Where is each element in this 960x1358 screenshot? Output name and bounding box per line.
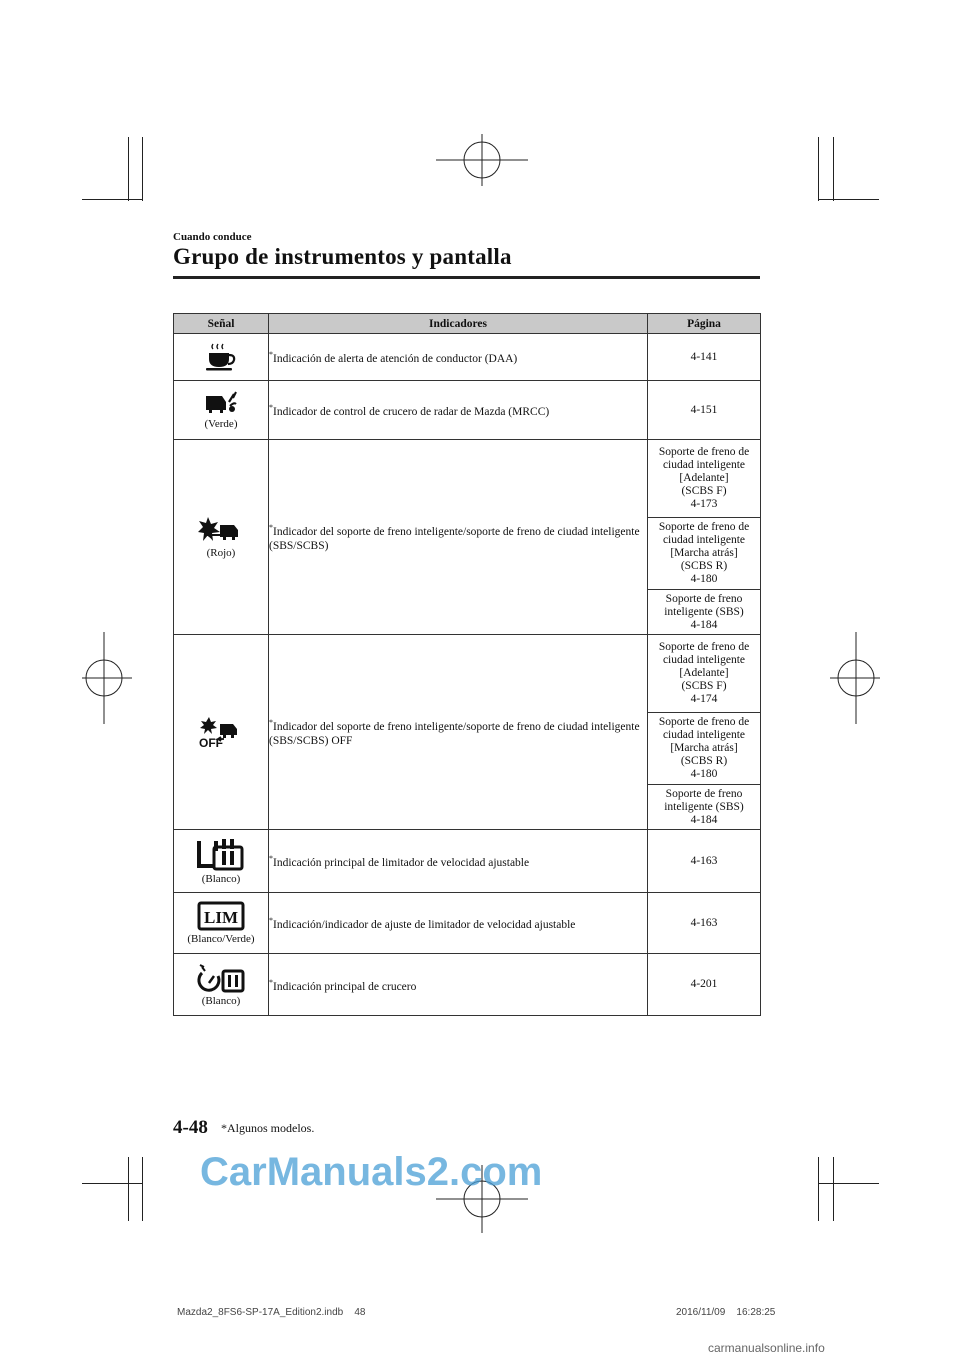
registration-target-top-icon <box>436 134 528 186</box>
table-row <box>174 830 761 893</box>
header-page: Página <box>648 314 761 334</box>
page-cell: Soporte de freno de ciudad inteligente [Adelante] (SCBS F) 4-174 <box>648 635 761 713</box>
page-cell: Soporte de freno inteligente (SBS) 4-184 <box>648 785 761 830</box>
table-header-row <box>174 314 761 334</box>
page-number: 4-48 <box>173 1117 208 1138</box>
brake-support-off-icon <box>198 715 244 749</box>
page-title: Grupo de instrumentos y pantalla <box>173 244 512 269</box>
speed-limiter-main-icon <box>196 837 246 871</box>
indicator-text: Indicador del soporte de freno inteligente/soporte de freno de ciudad inteligente (SBS/SCBS) OFF <box>269 720 640 747</box>
signal-caption: (Rojo) <box>206 547 236 559</box>
indicator-cell: *Indicador del soporte de freno inteligente/soporte de freno de ciudad inteligente (SBS/SCBS) <box>269 440 648 635</box>
page-cell: 4-163 <box>648 893 761 954</box>
svg-text:OFF: OFF <box>199 736 223 749</box>
file-info: Mazda2_8FS6-SP-17A_Edition2.indb 48 <box>177 1307 366 1318</box>
signal-cell <box>174 954 269 1016</box>
signal-cell <box>174 635 269 830</box>
registration-target-left-icon <box>82 632 132 724</box>
date-stamp: 2016/11/09 16:28:25 <box>676 1307 776 1318</box>
lim-icon <box>197 901 245 931</box>
indicator-text: Indicación de alerta de atención de conductor (DAA) <box>273 352 518 365</box>
cruise-main-icon <box>196 963 246 993</box>
indicator-text: Indicación principal de limitador de velocidad ajustable <box>273 856 530 869</box>
table-row <box>174 893 761 954</box>
watermark-carmanuals: CarManuals2.com <box>200 1150 543 1194</box>
radar-cruise-icon <box>202 390 240 416</box>
page-cell: Soporte de freno de ciudad inteligente [Adelante] (SCBS F) 4-173 <box>648 440 761 518</box>
section-label: Cuando conduce <box>173 231 252 243</box>
registration-target-right-icon <box>830 632 880 724</box>
coffee-cup-icon <box>204 342 238 372</box>
indicator-table <box>173 313 761 1016</box>
brake-support-icon <box>198 515 244 545</box>
page-cell: 4-151 <box>648 381 761 440</box>
page-cell: 4-163 <box>648 830 761 893</box>
page-cell: Soporte de freno de ciudad inteligente [Marcha atrás] (SCBS R) 4-180 <box>648 518 761 590</box>
indicator-cell: *Indicador del soporte de freno inteligente/soporte de freno de ciudad inteligente (SBS/SCBS) OFF <box>269 635 648 830</box>
table-row <box>174 635 761 713</box>
signal-caption: (Blanco) <box>201 873 241 885</box>
table-row <box>174 954 761 1016</box>
table-row <box>174 440 761 518</box>
indicator-cell: *Indicación principal de limitador de velocidad ajustable <box>269 830 648 893</box>
indicator-cell: *Indicación de alerta de atención de conductor (DAA) <box>269 334 648 381</box>
page-cell: 4-201 <box>648 954 761 1016</box>
indicator-cell: *Indicación principal de crucero <box>269 954 648 1016</box>
indicator-cell: *Indicador de control de crucero de radar de Mazda (MRCC) <box>269 381 648 440</box>
indicator-text: Indicador de control de crucero de radar de Mazda (MRCC) <box>273 405 550 418</box>
indicator-text: Indicación/indicador de ajuste de limitador de velocidad ajustable <box>273 918 576 931</box>
signal-caption: (Blanco/Verde) <box>187 933 255 945</box>
signal-cell <box>174 830 269 893</box>
svg-text:LIM: LIM <box>204 908 238 927</box>
signal-cell <box>174 381 269 440</box>
indicator-cell: *Indicación/indicador de ajuste de limitador de velocidad ajustable <box>269 893 648 954</box>
table-row <box>174 334 761 381</box>
page-cell: 4-141 <box>648 334 761 381</box>
signal-caption: (Blanco) <box>201 994 241 1007</box>
signal-caption: (Verde) <box>204 418 238 430</box>
signal-cell <box>174 440 269 635</box>
indicator-text: Indicador del soporte de freno inteligente/soporte de freno de ciudad inteligente (SBS/SCBS) <box>269 525 640 552</box>
table-row <box>174 381 761 440</box>
signal-cell <box>174 893 269 954</box>
watermark-site: carmanualsonline.info <box>708 1341 825 1355</box>
page-cell: Soporte de freno de ciudad inteligente [Marcha atrás] (SCBS R) 4-180 <box>648 713 761 785</box>
indicator-text: Indicación principal de crucero <box>273 980 417 993</box>
signal-cell <box>174 334 269 381</box>
footnote: *Algunos modelos. <box>221 1121 315 1135</box>
header-indicators: Indicadores <box>269 314 648 334</box>
header-signal: Señal <box>174 314 269 334</box>
page-cell: Soporte de freno inteligente (SBS) 4-184 <box>648 590 761 635</box>
title-rule <box>173 276 760 279</box>
